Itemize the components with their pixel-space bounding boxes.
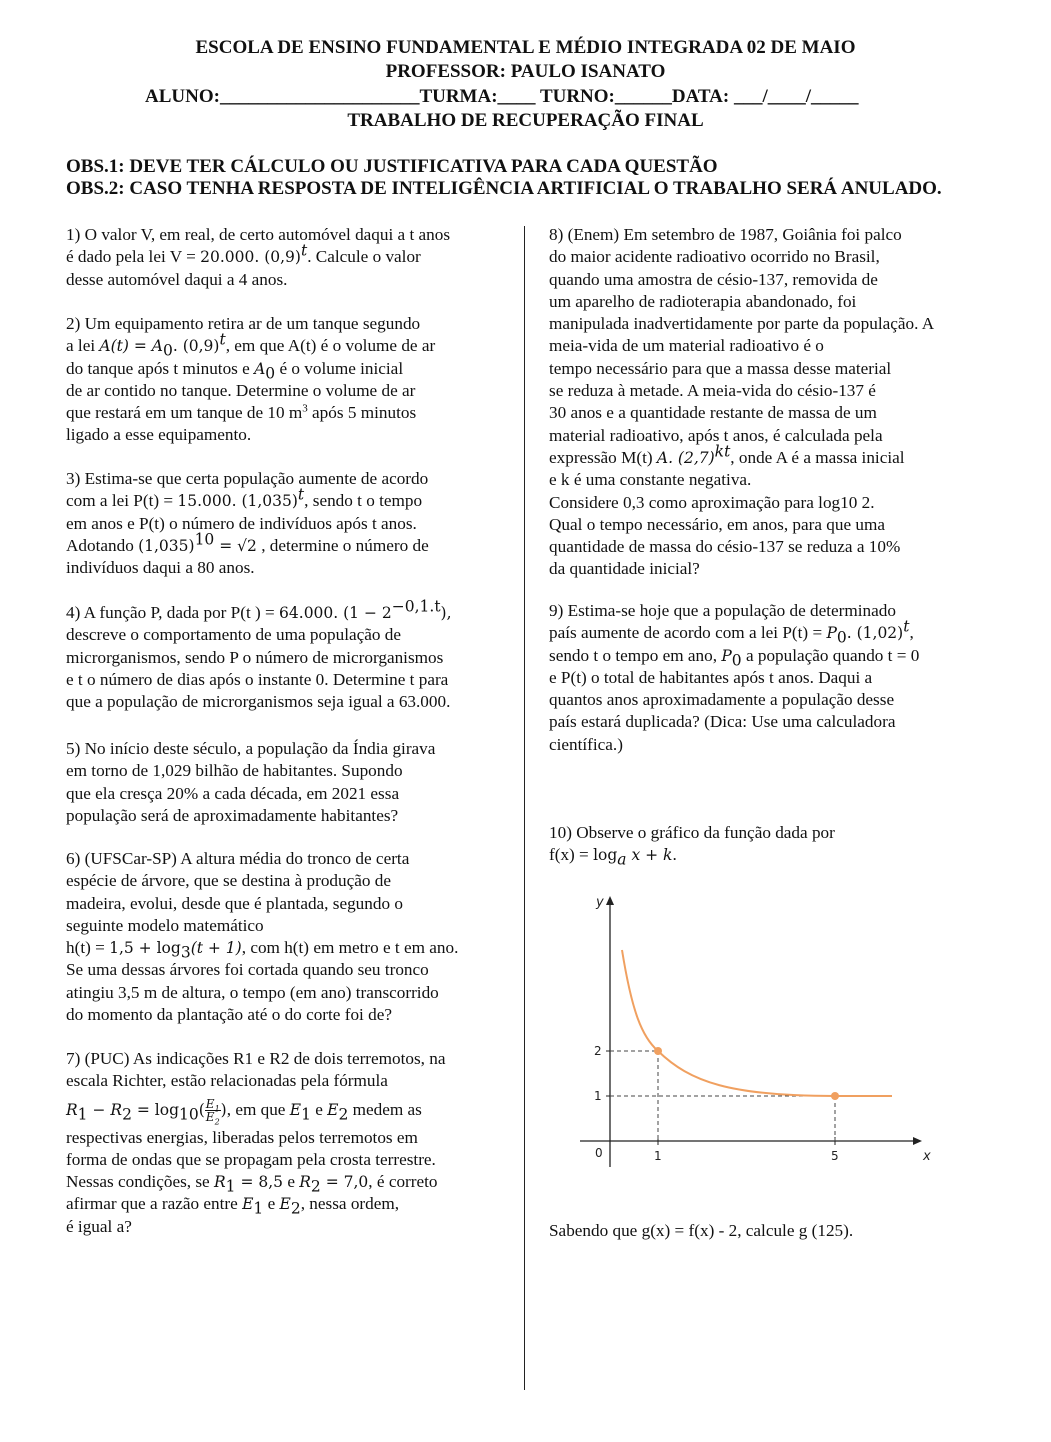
question-7: 7) (PUC) As indicações R1 e R2 de dois terremotos, na escala Richter, estão relacionadas pela fórmula $R_1 - R_2 = \log_{10}$( $\frac{E_1}{E_2}$ ), em que $E_1$ e $E_2$ medem as respectivas energias, liberadas pelos terremotos em forma de ondas que se propagam pela crosta terrestre. Nessas condições, se $R_1 = 8,5$ e $R_2 = 7,0$, é correto afirmar que a razão entre $E_1$ e $E_2$, nessa ordem, é igual a? [66,1049,446,1236]
column-divider [524,226,525,1390]
question-10: 10) Observe o gráfico da função dada por $f(x) = \log_a x + k$. [549,823,835,869]
log-function-graph [580,892,940,1172]
question-2: 2) Um equipamento retira ar de um tanque segundo a lei $A(t) = A_0$. $(0,9)^t$, em que A(t) é o volume de ar do tanque após t minutos e $A_0$ é o volume inicial de ar contido no tanque. Determine o volume de ar que restará em um tanque de 10 $m^3$ após 5 minutos ligado a esse equipamento. [66,314,436,445]
question-8: 8) (Enem) Em setembro de 1987, Goiânia foi palco do maior acidente radioativo ocorrido no Brasil, quando uma amostra de césio-137, removida de um aparelho de radioterapia abandonado, foi manipulada inadvertidamente por parte da população. A meia-vida de um material radioativo é o tempo necessário para que a massa desse material se reduza à metade. A meia-vida do césio-137 é 30 anos e a quantidade restante de massa de um material radioativo, após t anos, é calculada pela expressão M(t) A. $(2,7)^{kt}$, onde A é a massa inicial e k é uma constante negativa. Considere 0,3 como aproximação para log10 2. Qual o tempo necessário, em anos, para que uma quantidade de massa do césio-137 se reduza a 10% da quantidade inicial? [549,225,935,579]
student-fields[interactable]: ALUNO:_____________________TURMA:____ TURNO:______DATA: ___/____/_____ [145,86,859,107]
point-5-1 [831,1092,839,1100]
document-title: TRABALHO DE RECUPERAÇÃO FINAL [347,110,704,131]
question-9: 9) Estima-se hoje que a população de determinado país aumente de acordo com a lei $P(t) = P_0$. $(1,02)^t$, sendo t o tempo em ano, $P_0$ a população quando t = 0 e P(t) o total de habitantes após t anos. Daqui a quantos anos aproximadamente a população desse país estará duplicada? (Dica: Use uma calculadora científica.) [549,601,920,754]
x-tick-label-5: 5 [831,1149,839,1163]
y-axis-arrow [606,896,614,905]
question-4: 4) A função P, dada por P(t ) = 64.000. $(1 - 2^{-0,1.t})$, descreve o comportamento de uma população de microrganismos, sendo P o número de microrganismos e t o número de dias após o instante 0. Determine t para que a população de microrganismos seja igual a 63.000. [66,597,452,712]
question-10-closing: Sabendo que g(x) = f(x) - 2, calcule g (125). [549,1221,854,1240]
obs-1: OBS.1: DEVE TER CÁLCULO OU JUSTIFICATIVA PARA CADA QUESTÃO [66,156,718,177]
question-6: 6) (UFSCar-SP) A altura média do tronco de certa espécie de árvore, que se destina à produção de madeira, evolui, desde que é plantada, segundo o seguinte modelo matemático $h(t) = 1,5 + \log_3(t + 1)$, com h(t) em metro e t em ano. Se uma dessas árvores foi cortada quando seu tronco atingiu 3,5 m de altura, o tempo (em ano) transcorrido do momento da plantação até o do corte foi de? [66,849,459,1025]
x-axis-arrow [913,1137,922,1145]
x-tick-label-1: 1 [654,1149,662,1163]
y-tick-label-2: 2 [594,1044,602,1058]
y-axis-label: y [596,895,604,910]
y-tick-label-1: 1 [594,1089,602,1103]
question-1: 1) O valor V, em real, de certo automóvel daqui a t anos é dado pela lei V = 20.000. $(0,9)^t$. Calcule o valor desse automóvel daqui a 4 anos. [66,225,451,289]
point-1-2 [654,1047,662,1055]
teacher-name: PROFESSOR: PAULO ISANATO [385,61,666,82]
function-curve [622,950,892,1096]
obs-2: OBS.2: CASO TENHA RESPOSTA DE INTELIGÊNCIA ARTIFICIAL O TRABALHO SERÁ ANULADO. [66,178,942,199]
school-name: ESCOLA DE ENSINO FUNDAMENTAL E MÉDIO INTEGRADA 02 DE MAIO [195,37,856,58]
question-5: 5) No início deste século, a população da Índia girava em torno de 1,029 bilhão de habitantes. Supondo que ela cresça 20% a cada década, em 2021 essa população será de aproximadamente habitantes? [66,739,436,825]
x-tick-label-0: 0 [595,1146,603,1160]
question-3: 3) Estima-se que certa população aumente de acordo com a lei P(t) = 15.000. $(1,035)^t$, sendo t o tempo em anos e P(t) o número de indivíduos após t anos. Adotando $(1,035)^{10} = √2$ , determine o número de indivíduos daqui a 80 anos. [66,469,429,578]
energy-ratio-fraction: $\frac{E_1}{E_2}$ [205,1097,220,1127]
x-axis-label: x [923,1149,931,1164]
